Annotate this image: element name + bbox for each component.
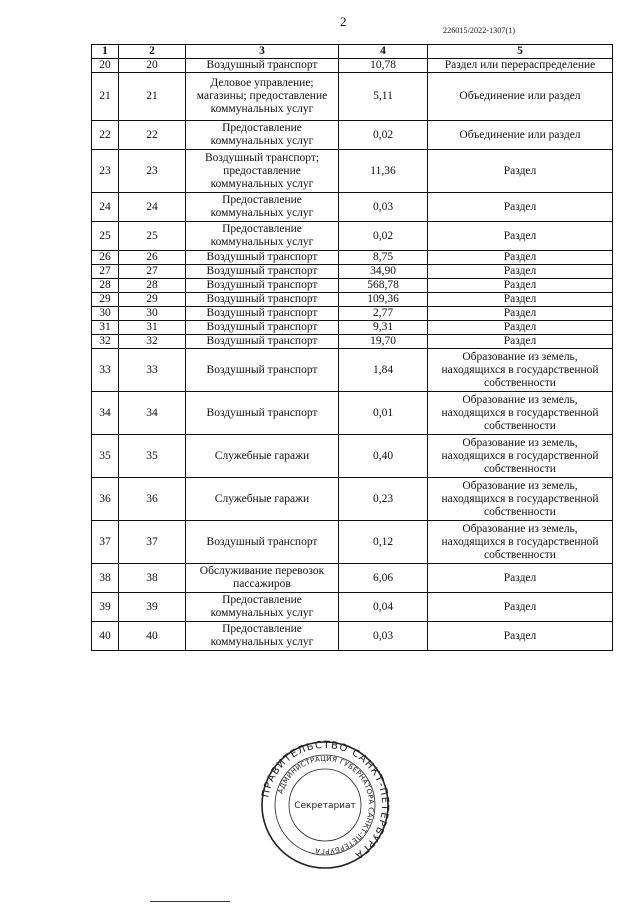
- cell-action: Образование из земель, находящихся в государственной собственности: [428, 392, 613, 435]
- table-row: [92, 564, 613, 593]
- table-row: [92, 59, 613, 73]
- cell-m: 31: [119, 321, 186, 335]
- cell-action: Раздел: [428, 251, 613, 265]
- cell-use: Воздушный транспорт: [186, 279, 339, 293]
- table-row: [92, 265, 613, 279]
- cell-action: Образование из земель, находящихся в государственной собственности: [428, 521, 613, 564]
- cell-n: 32: [92, 335, 119, 349]
- cell-area: 0,12: [339, 521, 428, 564]
- cell-use: Воздушный транспорт: [186, 59, 339, 73]
- cell-action: Раздел: [428, 222, 613, 251]
- table-row: [92, 593, 613, 622]
- cell-action: Раздел: [428, 321, 613, 335]
- cell-use: Предоставление коммунальных услуг: [186, 622, 339, 651]
- cell-use: Предоставление коммунальных услуг: [186, 121, 339, 150]
- table-body: [92, 59, 613, 651]
- cell-use: Воздушный транспорт: [186, 293, 339, 307]
- cell-area: 19,70: [339, 335, 428, 349]
- cell-area: 1,84: [339, 349, 428, 392]
- cell-area: 9,31: [339, 321, 428, 335]
- cell-action: Образование из земель, находящихся в государственной собственности: [428, 478, 613, 521]
- table-row: [92, 293, 613, 307]
- cell-use: Предоставление коммунальных услуг: [186, 193, 339, 222]
- cell-m: 22: [119, 121, 186, 150]
- cell-m: 23: [119, 150, 186, 193]
- cell-use: Воздушный транспорт: [186, 392, 339, 435]
- cell-n: 33: [92, 349, 119, 392]
- cell-use: Предоставление коммунальных услуг: [186, 222, 339, 251]
- cell-action: Раздел: [428, 293, 613, 307]
- table-row: [92, 349, 613, 392]
- cell-n: 21: [92, 73, 119, 121]
- cell-m: 39: [119, 593, 186, 622]
- cell-area: 0,02: [339, 121, 428, 150]
- cell-m: 25: [119, 222, 186, 251]
- cell-m: 37: [119, 521, 186, 564]
- cell-m: 35: [119, 435, 186, 478]
- cell-use: Воздушный транспорт: [186, 521, 339, 564]
- cell-area: 6,06: [339, 564, 428, 593]
- table-row: [92, 521, 613, 564]
- cell-n: 30: [92, 307, 119, 321]
- table-row: [92, 622, 613, 651]
- table-header-row: [92, 45, 613, 59]
- land-plot-table: [91, 44, 613, 651]
- cell-action: Раздел: [428, 622, 613, 651]
- cell-area: 0,03: [339, 622, 428, 651]
- cell-n: 26: [92, 251, 119, 265]
- cell-use: Служебные гаражи: [186, 478, 339, 521]
- cell-area: 0,40: [339, 435, 428, 478]
- cell-m: 20: [119, 59, 186, 73]
- cell-m: 34: [119, 392, 186, 435]
- cell-n: 39: [92, 593, 119, 622]
- cell-use: Воздушный транспорт: [186, 349, 339, 392]
- cell-m: 21: [119, 73, 186, 121]
- cell-use: Воздушный транспорт; предоставление коммунальных услуг: [186, 150, 339, 193]
- cell-n: 38: [92, 564, 119, 593]
- cell-m: 24: [119, 193, 186, 222]
- cell-m: 26: [119, 251, 186, 265]
- column-header: 3: [186, 45, 339, 59]
- table-row: [92, 392, 613, 435]
- cell-action: Образование из земель, находящихся в государственной собственности: [428, 349, 613, 392]
- cell-action: Раздел: [428, 150, 613, 193]
- cell-n: 40: [92, 622, 119, 651]
- table-row: [92, 335, 613, 349]
- page-number: 2: [340, 14, 347, 29]
- cell-n: 25: [92, 222, 119, 251]
- cell-action: Раздел: [428, 193, 613, 222]
- table-row: [92, 478, 613, 521]
- cell-n: 22: [92, 121, 119, 150]
- seal-inner-text: АДМИНИСТРАЦИЯ ГУБЕРНАТОРА САНКТ-ПЕТЕРБУРГА: [276, 754, 376, 856]
- cell-n: 36: [92, 478, 119, 521]
- table-row: [92, 321, 613, 335]
- table-row: [92, 73, 613, 121]
- cell-area: 0,03: [339, 193, 428, 222]
- cell-action: Раздел: [428, 564, 613, 593]
- cell-m: 40: [119, 622, 186, 651]
- cell-area: 0,02: [339, 222, 428, 251]
- cell-action: Раздел или перераспределение: [428, 59, 613, 73]
- cell-area: 0,04: [339, 593, 428, 622]
- signature-line: [150, 901, 230, 902]
- cell-n: 29: [92, 293, 119, 307]
- cell-use: Деловое управление; магазины; предоставление коммунальных услуг: [186, 73, 339, 121]
- cell-action: Раздел: [428, 265, 613, 279]
- secretariat-seal: [260, 740, 390, 870]
- cell-m: 28: [119, 279, 186, 293]
- cell-area: 2,77: [339, 307, 428, 321]
- column-header: 1: [92, 45, 119, 59]
- cell-use: Воздушный транспорт: [186, 321, 339, 335]
- cell-use: Обслуживание перевозок пассажиров: [186, 564, 339, 593]
- cell-n: 23: [92, 150, 119, 193]
- cell-action: Раздел: [428, 335, 613, 349]
- cell-action: Объединение или раздел: [428, 73, 613, 121]
- cell-use: Воздушный транспорт: [186, 307, 339, 321]
- table-row: [92, 150, 613, 193]
- cell-area: 0,23: [339, 478, 428, 521]
- document-id: 226015/2022-1307(1): [443, 26, 516, 35]
- cell-n: 37: [92, 521, 119, 564]
- cell-n: 35: [92, 435, 119, 478]
- cell-m: 36: [119, 478, 186, 521]
- cell-m: 38: [119, 564, 186, 593]
- cell-m: 27: [119, 265, 186, 279]
- cell-action: Раздел: [428, 279, 613, 293]
- cell-use: Предоставление коммунальных услуг: [186, 593, 339, 622]
- seal-center-text: Секретариат: [294, 801, 356, 811]
- table-row: [92, 435, 613, 478]
- table-row: [92, 193, 613, 222]
- seal-outer-text: ПРАВИТЕЛЬСТВО САНКТ-ПЕТЕРБУРГА: [260, 740, 390, 862]
- cell-area: 5,11: [339, 73, 428, 121]
- cell-use: Воздушный транспорт: [186, 265, 339, 279]
- cell-m: 32: [119, 335, 186, 349]
- cell-area: 568,78: [339, 279, 428, 293]
- cell-action: Раздел: [428, 307, 613, 321]
- column-header: 5: [428, 45, 613, 59]
- cell-m: 33: [119, 349, 186, 392]
- table-row: [92, 279, 613, 293]
- cell-n: 28: [92, 279, 119, 293]
- table-row: [92, 121, 613, 150]
- column-header: 2: [119, 45, 186, 59]
- cell-action: Раздел: [428, 593, 613, 622]
- table-row: [92, 307, 613, 321]
- cell-action: Образование из земель, находящихся в государственной собственности: [428, 435, 613, 478]
- cell-area: 109,36: [339, 293, 428, 307]
- cell-area: 11,36: [339, 150, 428, 193]
- cell-n: 31: [92, 321, 119, 335]
- table-row: [92, 251, 613, 265]
- cell-use: Воздушный транспорт: [186, 251, 339, 265]
- cell-n: 34: [92, 392, 119, 435]
- cell-use: Воздушный транспорт: [186, 335, 339, 349]
- column-header: 4: [339, 45, 428, 59]
- cell-m: 30: [119, 307, 186, 321]
- cell-action: Объединение или раздел: [428, 121, 613, 150]
- cell-n: 20: [92, 59, 119, 73]
- cell-m: 29: [119, 293, 186, 307]
- table-row: [92, 222, 613, 251]
- cell-area: 0,01: [339, 392, 428, 435]
- cell-n: 24: [92, 193, 119, 222]
- cell-area: 10,78: [339, 59, 428, 73]
- cell-area: 8,75: [339, 251, 428, 265]
- cell-use: Служебные гаражи: [186, 435, 339, 478]
- cell-area: 34,90: [339, 265, 428, 279]
- cell-n: 27: [92, 265, 119, 279]
